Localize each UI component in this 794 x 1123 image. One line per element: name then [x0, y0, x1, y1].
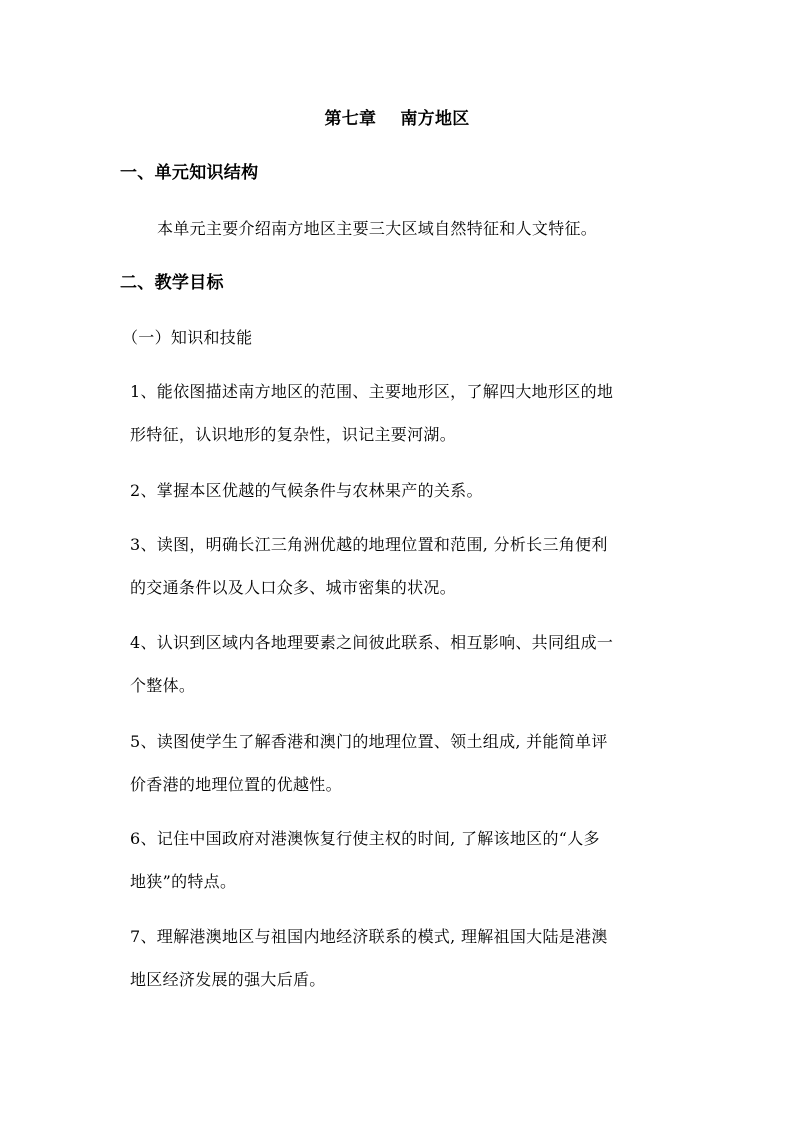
title-region: 南方地区	[400, 109, 470, 129]
section-heading-goals: 二、教学目标	[120, 273, 224, 293]
goal-item-2-line-1: 2、掌握本区优越的气候条件与农林果产的关系。	[130, 481, 483, 500]
goal-item-7-line-2: 地区经济发展的强大后盾。	[130, 970, 326, 989]
goal-item-4-line-1: 4、认识到区域内各地理要素之间彼此联系、相互影响、共同组成一	[130, 633, 614, 652]
goal-item-4-line-2: 个整体。	[130, 676, 196, 695]
goal-item-5-line-2: 价香港的地理位置的优越性。	[130, 775, 342, 794]
section-body-structure: 本单元主要介绍南方地区主要三大区域自然特征和人文特征。	[157, 219, 598, 238]
goal-item-6-line-1: 6、记住中国政府对港澳恢复行使主权的时间, 了解该地区的“人多	[130, 829, 600, 848]
goal-item-1-line-1: 1、能依图描述南方地区的范围、主要地形区，了解四大地形区的地	[130, 382, 614, 401]
goal-item-7-line-1: 7、理解港澳地区与祖国内地经济联系的模式, 理解祖国大陆是港澳	[130, 927, 608, 946]
goal-item-5-line-1: 5、读图使学生了解香港和澳门的地理位置、领土组成, 并能简单评	[130, 732, 608, 751]
title-chapter: 第七章	[324, 109, 377, 129]
goal-item-6-line-2: 地狭”的特点。	[130, 872, 237, 891]
goal-item-1-line-2: 形特征，认识地形的复杂性，识记主要河湖。	[130, 425, 457, 444]
subsection-heading-knowledge: （一）知识和技能	[122, 328, 253, 347]
page-title	[0, 108, 794, 130]
goal-item-3-line-1: 3、读图，明确长江三角洲优越的地理位置和范围, 分析长三角便利	[130, 535, 608, 554]
goal-item-3-line-2: 的交通条件以及人口众多、城市密集的状况。	[130, 578, 457, 597]
section-heading-structure: 一、单元知识结构	[120, 163, 259, 183]
